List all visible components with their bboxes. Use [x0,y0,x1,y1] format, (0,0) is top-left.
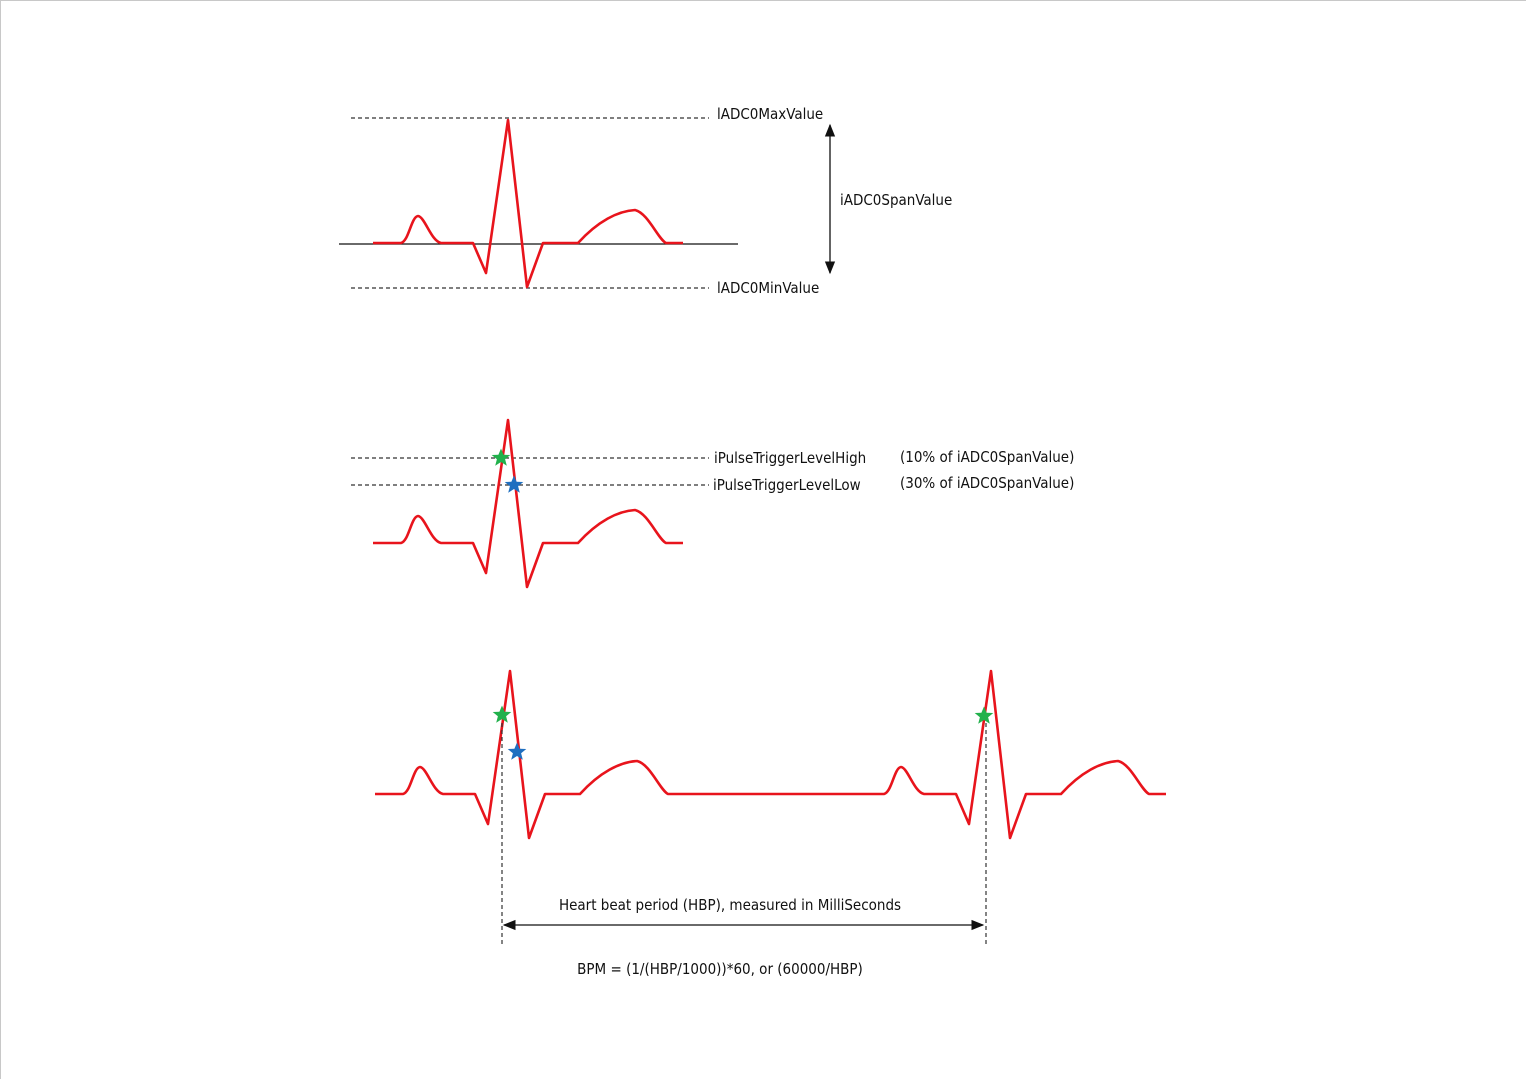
ecg-diagram [1,1,1526,1079]
span-value-label: iADC0SpanValue [840,191,953,209]
period-panel [375,671,1166,978]
bpm-formula: BPM = (1/(HBP/1000))*60, or (60000/HBP) [577,960,863,978]
period-label: Heart beat period (HBP), measured in MilliSeconds [558,896,902,914]
ecg-waveform [373,120,683,287]
trigger-low-label: iPulseTriggerLevelLow [713,476,861,494]
ecg-waveform-beat-2 [856,671,1166,838]
low-trigger-star-icon [508,743,527,760]
low-trigger-star-icon [505,476,524,493]
ecg-waveform-beat-1 [375,671,685,838]
trigger-panel [351,420,1074,587]
ecg-waveform [373,420,683,587]
span-panel [339,105,952,297]
trigger-high-note: (10% of iADC0SpanValue) [900,448,1075,466]
max-value-label: lADC0MaxValue [717,105,824,123]
min-value-label: lADC0MinValue [717,279,820,297]
trigger-low-note: (30% of iADC0SpanValue) [900,474,1075,492]
trigger-high-label: iPulseTriggerLevelHigh [714,449,867,467]
